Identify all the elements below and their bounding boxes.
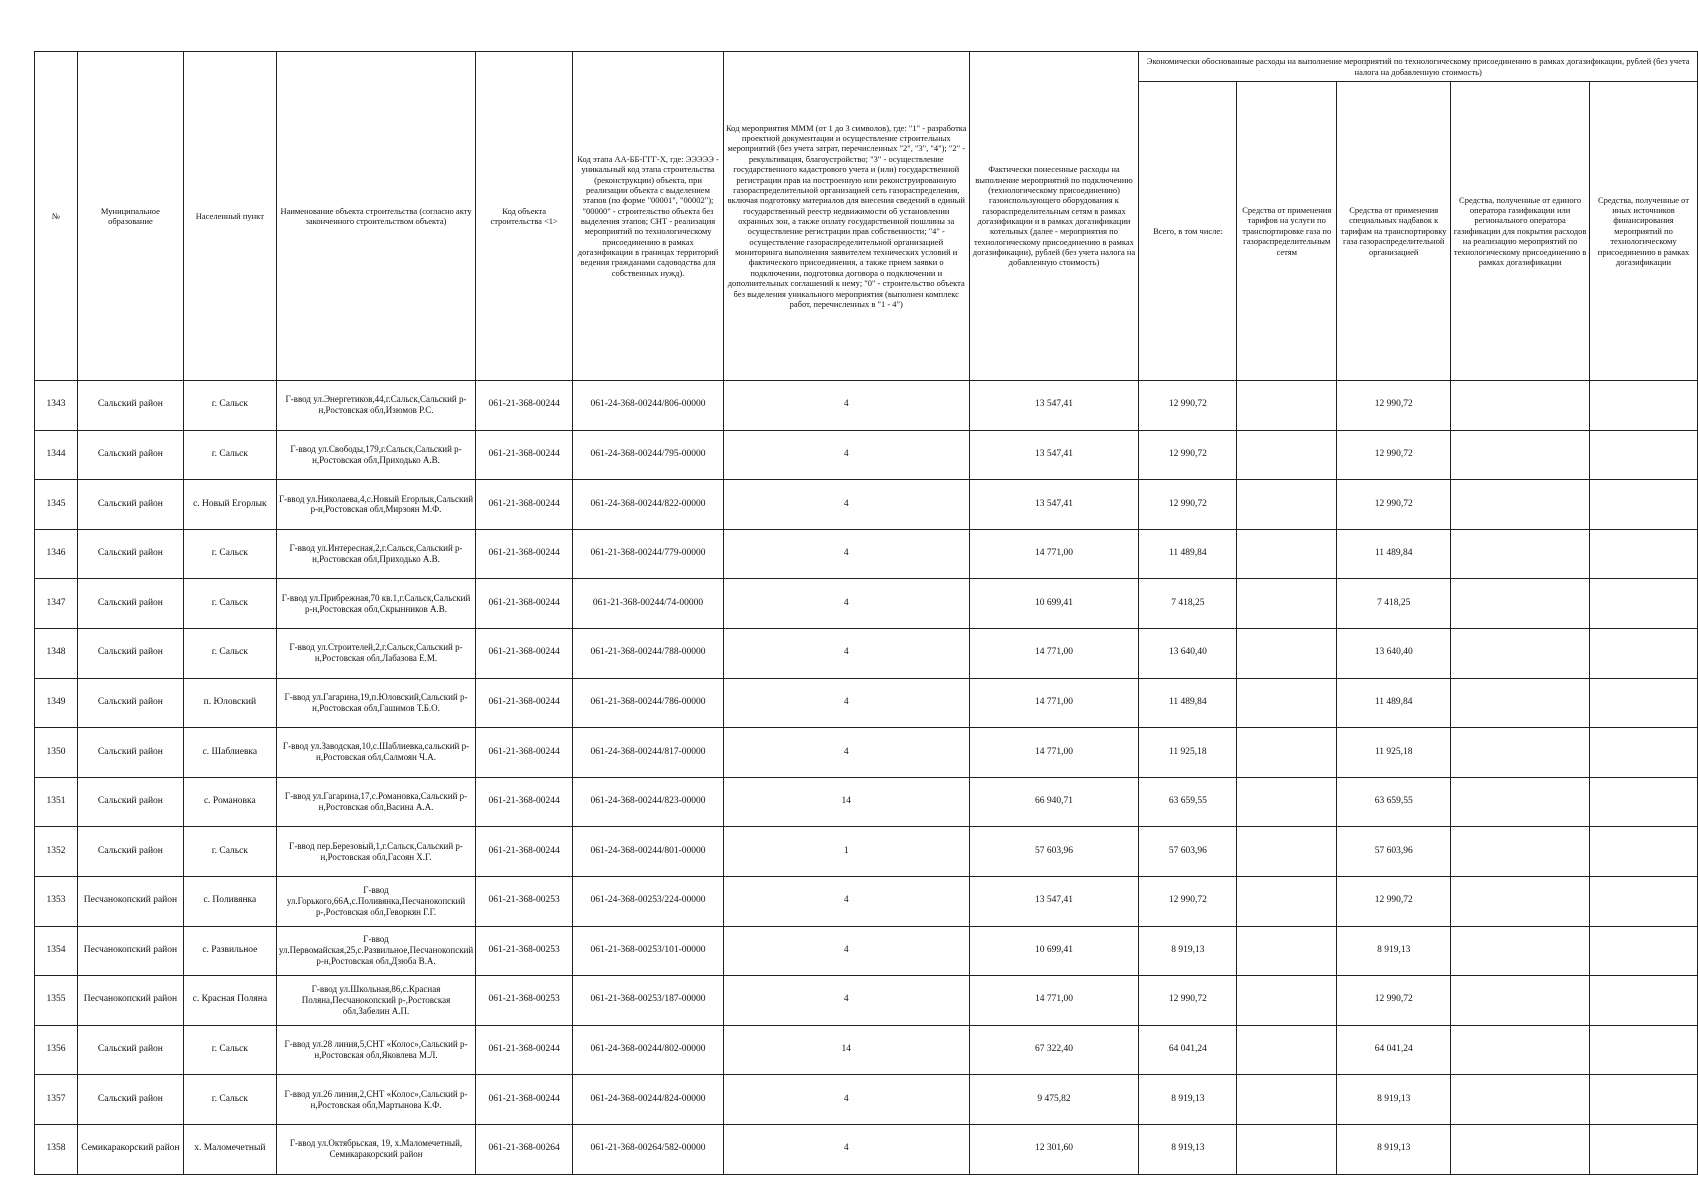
header-justified-costs-group: Экономически обоснованные расходы на выполнение мероприятий по технологическому присоединению в рамках догазификации, рублей (без учета налога на добавленную стоимость) [1139,52,1698,82]
cell-settlement: с. Поливянка [183,876,276,926]
cell-event-code: 4 [723,728,969,778]
cell-settlement: х. Маломечетный [183,1124,276,1174]
cell-other-sources [1590,1124,1698,1174]
cell-municipality: Сальский район [77,728,183,778]
cell-actual-costs: 10 699,41 [969,926,1139,976]
cell-other-sources [1590,480,1698,530]
cell-tariff-transport [1237,728,1337,778]
cell-tariff-transport [1237,876,1337,926]
header-total: Всего, в том числе: [1139,82,1237,381]
cell-other-sources [1590,678,1698,728]
cell-tariff-transport [1237,777,1337,827]
cell-single-operator [1451,579,1590,629]
cell-object-code: 061-21-368-00244 [476,728,573,778]
cell-special-markup: 12 990,72 [1337,976,1451,1026]
cell-object-name: Г-ввод ул.Заводская,10,с.Шаблиевка,сальский р-н,Ростовская обл,Салмоян Ч.А. [276,728,475,778]
cell-settlement: г. Сальск [183,628,276,678]
cell-object-code: 061-21-368-00244 [476,430,573,480]
cell-stage-code: 061-21-368-00244/786-00000 [573,678,724,728]
cell-tariff-transport [1237,480,1337,530]
cell-total: 64 041,24 [1139,1025,1237,1075]
header-tariff-transport: Средства от применения тарифов на услуги по транспортировке газа по газораспределительным сетям [1237,82,1337,381]
cell-other-sources [1590,529,1698,579]
table-row [35,827,1698,877]
cell-num: 1351 [35,777,78,827]
cell-municipality: Сальский район [77,777,183,827]
cell-single-operator [1451,1025,1590,1075]
table-row [35,1075,1698,1125]
cell-other-sources [1590,876,1698,926]
cell-object-name: Г-ввод ул.Интересная,2,г.Сальск,Сальский р-н,Ростовская обл,Приходько А.В. [276,529,475,579]
cell-single-operator [1451,728,1590,778]
cell-stage-code: 061-21-368-00253/187-00000 [573,976,724,1026]
cell-single-operator [1451,628,1590,678]
cell-special-markup: 64 041,24 [1337,1025,1451,1075]
header-municipality: Муниципальное образование [77,52,183,381]
cell-object-code: 061-21-368-00244 [476,1075,573,1125]
cell-special-markup: 11 489,84 [1337,678,1451,728]
cell-actual-costs: 14 771,00 [969,628,1139,678]
table-row [35,678,1698,728]
cell-object-name: Г-ввод ул.Энергетиков,44,г.Сальск,Сальский р-н,Ростовская обл,Изюмов Р.С. [276,381,475,431]
cell-special-markup: 8 919,13 [1337,926,1451,976]
cell-stage-code: 061-24-368-00244/795-00000 [573,430,724,480]
cell-stage-code: 061-24-368-00244/824-00000 [573,1075,724,1125]
cell-special-markup: 12 990,72 [1337,480,1451,530]
cell-other-sources [1590,628,1698,678]
table-row [35,529,1698,579]
cell-total: 11 489,84 [1139,678,1237,728]
cell-tariff-transport [1237,1075,1337,1125]
cell-single-operator [1451,976,1590,1026]
cell-stage-code: 061-21-368-00244/74-00000 [573,579,724,629]
cell-municipality: Сальский район [77,430,183,480]
cell-event-code: 4 [723,926,969,976]
cell-municipality: Сальский район [77,678,183,728]
cell-total: 12 990,72 [1139,876,1237,926]
cell-special-markup: 12 990,72 [1337,876,1451,926]
cell-event-code: 4 [723,678,969,728]
cell-actual-costs: 13 547,41 [969,381,1139,431]
cell-special-markup: 57 603,96 [1337,827,1451,877]
table-row [35,777,1698,827]
cell-tariff-transport [1237,381,1337,431]
cell-num: 1356 [35,1025,78,1075]
cell-total: 11 489,84 [1139,529,1237,579]
cell-event-code: 4 [723,430,969,480]
cell-event-code: 14 [723,1025,969,1075]
cell-special-markup: 63 659,55 [1337,777,1451,827]
cell-total: 12 990,72 [1139,430,1237,480]
cell-num: 1358 [35,1124,78,1174]
cell-stage-code: 061-21-368-00244/779-00000 [573,529,724,579]
cell-stage-code: 061-24-368-00244/801-00000 [573,827,724,877]
cell-tariff-transport [1237,1124,1337,1174]
cell-object-name: Г-ввод ул.Свободы,179,г.Сальск,Сальский р-н,Ростовская обл,Приходько А.В. [276,430,475,480]
cell-settlement: с. Романовка [183,777,276,827]
cell-municipality: Семикаракорский район [77,1124,183,1174]
cell-object-code: 061-21-368-00253 [476,876,573,926]
cell-actual-costs: 13 547,41 [969,876,1139,926]
cell-municipality: Сальский район [77,579,183,629]
table-body [35,381,1698,1175]
cell-single-operator [1451,678,1590,728]
cell-municipality: Песчанокопский район [77,976,183,1026]
cell-single-operator [1451,827,1590,877]
cell-settlement: г. Сальск [183,1025,276,1075]
cell-actual-costs: 10 699,41 [969,579,1139,629]
cell-num: 1343 [35,381,78,431]
cell-tariff-transport [1237,1025,1337,1075]
header-event-code: Код мероприятия МММ (от 1 до 3 символов), где: "1" - разработка проектной документации и осуществление строительных мероприятий (без учета затрат, перечисленных "2", "3", "4"); "2" - рекультивация, благоустройство; "3" - осуществление государственного кадастрового учета и (или) государственной регистрации прав на построенную или реконструированную газораспределительной организацией сеть газораспределения, включая подготовку материалов для внесения сведений в единый государственный реестр недвижимости об установлении охранных зон, а также оплату государственной пошлины за осуществление регистрации прав собственности; "4" - осуществление газораспределительной организацией мониторинга выполнения заявителем технических условий и фактического присоединения, а также прием заявки о подключении, подготовка договора о подключении и дополнительных соглашений к нему; "0" - строительство объекта без выделения уникального мероприятия (выполнен комплекс работ, перечисленных в "1 - 4") [723,52,969,381]
cell-stage-code: 061-24-368-00253/224-00000 [573,876,724,926]
cell-municipality: Сальский район [77,1075,183,1125]
cell-actual-costs: 13 547,41 [969,430,1139,480]
cell-object-code: 061-21-368-00244 [476,628,573,678]
table-row [35,430,1698,480]
table-row [35,628,1698,678]
cell-total: 11 925,18 [1139,728,1237,778]
cell-other-sources [1590,926,1698,976]
cell-event-code: 4 [723,529,969,579]
cell-object-code: 061-21-368-00244 [476,381,573,431]
cell-num: 1349 [35,678,78,728]
connection-costs-table [34,51,1698,1175]
cell-object-code: 061-21-368-00264 [476,1124,573,1174]
cell-total: 8 919,13 [1139,1124,1237,1174]
cell-object-name: Г-ввод ул.Гагарина,17,с.Романовка,Сальский р-н,Ростовская обл,Васина А.А. [276,777,475,827]
cell-actual-costs: 9 475,82 [969,1075,1139,1125]
cell-municipality: Сальский район [77,1025,183,1075]
cell-actual-costs: 14 771,00 [969,728,1139,778]
cell-actual-costs: 14 771,00 [969,529,1139,579]
cell-object-code: 061-21-368-00253 [476,926,573,976]
cell-actual-costs: 14 771,00 [969,678,1139,728]
table-row [35,728,1698,778]
cell-special-markup: 12 990,72 [1337,381,1451,431]
cell-stage-code: 061-24-368-00244/802-00000 [573,1025,724,1075]
cell-special-markup: 11 925,18 [1337,728,1451,778]
cell-special-markup: 13 640,40 [1337,628,1451,678]
cell-stage-code: 061-24-368-00244/817-00000 [573,728,724,778]
cell-actual-costs: 14 771,00 [969,976,1139,1026]
table-row [35,480,1698,530]
cell-num: 1346 [35,529,78,579]
cell-num: 1350 [35,728,78,778]
cell-municipality: Сальский район [77,628,183,678]
table-row [35,1124,1698,1174]
table-row [35,381,1698,431]
cell-stage-code: 061-21-368-00264/582-00000 [573,1124,724,1174]
cell-tariff-transport [1237,976,1337,1026]
cell-actual-costs: 57 603,96 [969,827,1139,877]
table-row [35,976,1698,1026]
cell-object-name: Г-ввод ул.Горького,66А,с.Поливянка,Песчанокопский р-,Ростовская обл,Геворкян Г.Г. [276,876,475,926]
cell-special-markup: 7 418,25 [1337,579,1451,629]
cell-stage-code: 061-24-368-00244/806-00000 [573,381,724,431]
cell-settlement: г. Сальск [183,1075,276,1125]
cell-special-markup: 11 489,84 [1337,529,1451,579]
cell-total: 12 990,72 [1139,381,1237,431]
cell-settlement: п. Юловский [183,678,276,728]
cell-event-code: 4 [723,628,969,678]
cell-actual-costs: 12 301,60 [969,1124,1139,1174]
cell-single-operator [1451,777,1590,827]
cell-tariff-transport [1237,926,1337,976]
header-object-name: Наименование объекта строительства (согласно акту законченного строительством объекта) [276,52,475,381]
cell-settlement: с. Новый Егорлык [183,480,276,530]
cell-num: 1352 [35,827,78,877]
cell-municipality: Сальский район [77,480,183,530]
header-num: № [35,52,78,381]
cell-other-sources [1590,381,1698,431]
cell-stage-code: 061-21-368-00244/788-00000 [573,628,724,678]
cell-actual-costs: 66 940,71 [969,777,1139,827]
cell-stage-code: 061-24-368-00244/822-00000 [573,480,724,530]
cell-municipality: Песчанокопский район [77,926,183,976]
cell-event-code: 4 [723,976,969,1026]
cell-single-operator [1451,1124,1590,1174]
cell-other-sources [1590,728,1698,778]
header-stage-code: Код этапа АА-ББ-ГГГ-Х, где: ЭЭЭЭЭ - уникальный код этапа строительства (реконструкции) объекта, при реализации объекта с выделением этапов (по форме "00001", "00002"); "00000" - строительство объекта без выделения этапов; СНТ - реализация мероприятий по технологическому присоединению в рамках догазификации в границах территорий ведения гражданами садоводства для собственных нужд). [573,52,724,381]
cell-event-code: 4 [723,579,969,629]
cell-num: 1354 [35,926,78,976]
cell-other-sources [1590,579,1698,629]
header-object-code: Код объекта строительства <1> [476,52,573,381]
cell-event-code: 4 [723,1075,969,1125]
cell-num: 1348 [35,628,78,678]
cell-municipality: Песчанокопский район [77,876,183,926]
cell-object-name: Г-ввод ул.Школьная,86,с.Красная Поляна,Песчанокопский р-,Ростовская обл,Забелин А.П. [276,976,475,1026]
cell-object-name: Г-ввод ул.Прибрежная,70 кв.1,г.Сальск,Сальский р-н,Ростовская обл,Скрынников А.В. [276,579,475,629]
cell-single-operator [1451,430,1590,480]
cell-single-operator [1451,926,1590,976]
cell-total: 57 603,96 [1139,827,1237,877]
cell-event-code: 4 [723,381,969,431]
cell-other-sources [1590,827,1698,877]
cell-stage-code: 061-24-368-00244/823-00000 [573,777,724,827]
header-special-markup: Средства от применения специальных надбавок к тарифам на транспортировку газа газораспределительной организацией [1337,82,1451,381]
cell-event-code: 4 [723,1124,969,1174]
cell-object-code: 061-21-368-00244 [476,579,573,629]
cell-single-operator [1451,480,1590,530]
cell-municipality: Сальский район [77,827,183,877]
cell-total: 8 919,13 [1139,926,1237,976]
cell-object-name: Г-ввод ул.26 линия,2,СНТ «Колос»,Сальский р-н,Ростовская обл,Мартынова К.Ф. [276,1075,475,1125]
cell-single-operator [1451,381,1590,431]
cell-object-name: Г-ввод ул.Первомайская,25,с.Развильное,Песчанокопский р-н,Ростовская обл,Дзюба В.А. [276,926,475,976]
table-header [35,52,1698,381]
cell-num: 1357 [35,1075,78,1125]
cell-event-code: 4 [723,480,969,530]
cell-special-markup: 8 919,13 [1337,1124,1451,1174]
cell-object-code: 061-21-368-00244 [476,1025,573,1075]
cell-object-code: 061-21-368-00244 [476,678,573,728]
cell-settlement: с. Развильное [183,926,276,976]
cell-num: 1345 [35,480,78,530]
data-table-sheet [34,51,1698,1175]
table-row [35,579,1698,629]
cell-total: 12 990,72 [1139,976,1237,1026]
table-row [35,926,1698,976]
cell-object-code: 061-21-368-00244 [476,480,573,530]
header-other-sources: Средства, полученные от иных источников финансирования мероприятий по технологическому присоединению в рамках догазификации [1590,82,1698,381]
cell-num: 1344 [35,430,78,480]
cell-object-code: 061-21-368-00253 [476,976,573,1026]
cell-other-sources [1590,1025,1698,1075]
cell-object-name: Г-ввод пер.Березовый,1,г.Сальск,Сальский р-н,Ростовская обл,Гасоян Х.Г. [276,827,475,877]
cell-tariff-transport [1237,628,1337,678]
table-row [35,876,1698,926]
cell-object-name: Г-ввод ул.Октябрьская, 19, х.Маломечетный, Семикаракорский район [276,1124,475,1174]
cell-tariff-transport [1237,529,1337,579]
cell-other-sources [1590,430,1698,480]
cell-settlement: г. Сальск [183,579,276,629]
cell-object-name: Г-ввод ул.Строителей,2,г.Сальск,Сальский р-н,Ростовская обл,Лабазова Е.М. [276,628,475,678]
cell-total: 8 919,13 [1139,1075,1237,1125]
cell-other-sources [1590,1075,1698,1125]
cell-object-code: 061-21-368-00244 [476,529,573,579]
cell-settlement: с. Шаблиевка [183,728,276,778]
cell-total: 12 990,72 [1139,480,1237,530]
cell-settlement: г. Сальск [183,381,276,431]
cell-stage-code: 061-21-368-00253/101-00000 [573,926,724,976]
cell-tariff-transport [1237,827,1337,877]
cell-settlement: г. Сальск [183,430,276,480]
cell-settlement: с. Красная Поляна [183,976,276,1026]
cell-num: 1347 [35,579,78,629]
cell-object-name: Г-ввод ул.Николаева,4,с.Новый Егорлык,Сальский р-н,Ростовская обл,Мирзоян М.Ф. [276,480,475,530]
cell-total: 7 418,25 [1139,579,1237,629]
cell-single-operator [1451,1075,1590,1125]
cell-tariff-transport [1237,579,1337,629]
cell-municipality: Сальский район [77,381,183,431]
cell-event-code: 1 [723,827,969,877]
cell-object-code: 061-21-368-00244 [476,777,573,827]
cell-settlement: г. Сальск [183,827,276,877]
cell-tariff-transport [1237,678,1337,728]
cell-single-operator [1451,876,1590,926]
cell-special-markup: 8 919,13 [1337,1075,1451,1125]
cell-other-sources [1590,976,1698,1026]
header-actual-costs: Фактически понесенные расходы на выполнение мероприятий по подключению (технологическому присоединению) газоиспользующего оборудования к газораспределительным сетям в рамках догазификации и в рамках догазификации котельных (далее - мероприятия по технологическому присоединению в рамках догазификации), рублей (без учета налога на добавленную стоимость) [969,52,1139,381]
cell-tariff-transport [1237,430,1337,480]
cell-single-operator [1451,529,1590,579]
cell-actual-costs: 67 322,40 [969,1025,1139,1075]
cell-object-name: Г-ввод ул.Гагарина,19,п.Юловский,Сальский р-н,Ростовская обл,Гашимов Т.Б.О. [276,678,475,728]
cell-special-markup: 12 990,72 [1337,430,1451,480]
cell-event-code: 14 [723,777,969,827]
cell-num: 1353 [35,876,78,926]
cell-num: 1355 [35,976,78,1026]
cell-municipality: Сальский район [77,529,183,579]
cell-settlement: г. Сальск [183,529,276,579]
cell-total: 13 640,40 [1139,628,1237,678]
header-single-operator: Средства, полученные от единого оператора газификации или регионального оператора газификации для покрытия расходов на реализацию мероприятий по технологическому присоединению в рамках догазификации [1451,82,1590,381]
cell-other-sources [1590,777,1698,827]
cell-total: 63 659,55 [1139,777,1237,827]
cell-actual-costs: 13 547,41 [969,480,1139,530]
cell-object-name: Г-ввод ул.28 линия,5,СНТ «Колос»,Сальский р-н,Ростовская обл,Яковлева М.Л. [276,1025,475,1075]
cell-object-code: 061-21-368-00244 [476,827,573,877]
header-settlement: Населенный пункт [183,52,276,381]
cell-event-code: 4 [723,876,969,926]
table-row [35,1025,1698,1075]
